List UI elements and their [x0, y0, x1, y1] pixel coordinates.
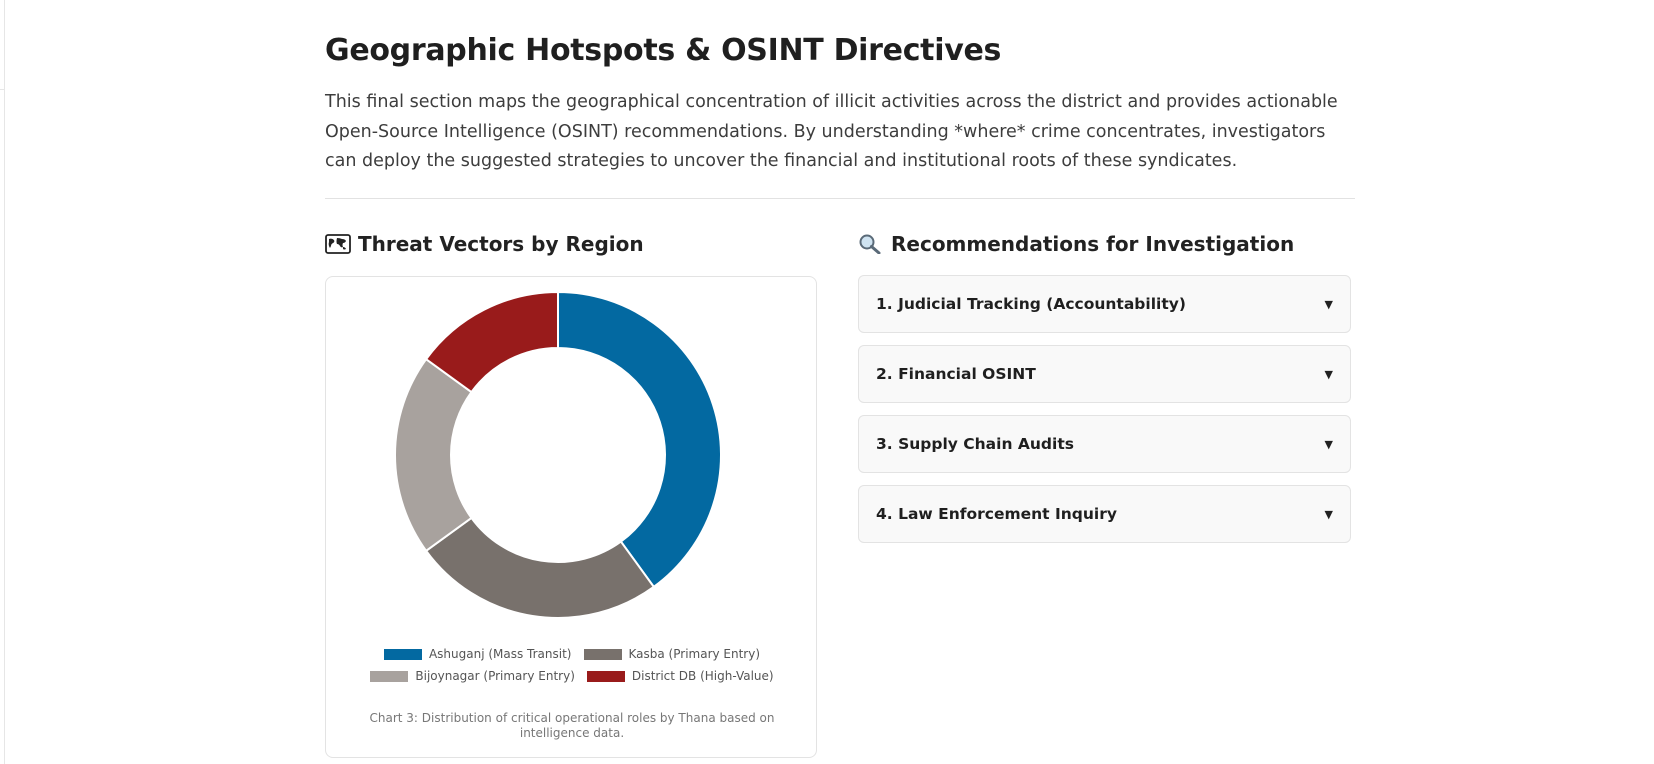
- legend-item[interactable]: [587, 669, 774, 683]
- legend-label: Kasba (Primary Entry): [628, 647, 761, 661]
- legend-swatch: [384, 649, 422, 660]
- recommendations-heading-text: Recommendations for Investigation: [891, 232, 1295, 256]
- legend-label: Ashuganj (Mass Transit): [428, 647, 572, 661]
- chart-section-heading-text: Threat Vectors by Region: [358, 232, 644, 256]
- legend-label: District DB (High-Value): [631, 669, 774, 683]
- legend-row: [326, 647, 818, 661]
- magnifier-icon: [858, 234, 884, 254]
- chart-legend: [326, 647, 818, 691]
- chart-card: [325, 276, 817, 758]
- donut-slice-1[interactable]: [426, 518, 654, 618]
- donut-slice-0[interactable]: [558, 292, 721, 587]
- donut-chart: [326, 277, 818, 637]
- legend-swatch: [587, 671, 625, 682]
- page-title: Geographic Hotspots & OSINT Directives: [325, 33, 1002, 68]
- chart-section-heading: [325, 232, 644, 256]
- legend-label: Bijoynagar (Primary Entry): [415, 669, 575, 683]
- accordion-label: 3. Supply Chain Audits: [876, 435, 1074, 453]
- accordion-item-judicial-tracking[interactable]: [858, 275, 1351, 333]
- accordion-label: 1. Judicial Tracking (Accountability): [876, 295, 1186, 313]
- accordion-label: 4. Law Enforcement Inquiry: [876, 505, 1117, 523]
- accordion-item-supply-chain-audits[interactable]: [858, 415, 1351, 473]
- left-border-tick: [0, 89, 4, 90]
- accordion-item-financial-osint[interactable]: [858, 345, 1351, 403]
- legend-item[interactable]: [384, 647, 572, 661]
- chevron-down-icon: ▼: [1324, 507, 1333, 521]
- chevron-down-icon: ▼: [1324, 437, 1333, 451]
- legend-item[interactable]: [370, 669, 575, 683]
- legend-swatch: [370, 671, 408, 682]
- accordion-item-law-enforcement-inquiry[interactable]: [858, 485, 1351, 543]
- legend-row: [326, 669, 818, 683]
- donut-slice-2[interactable]: [395, 359, 471, 551]
- section-divider: [325, 198, 1355, 199]
- intro-paragraph: This final section maps the geographical concentration of illicit activities across the district and provides actionable Open-Source Intelligence (OSINT) recommendations. By understanding *where* crime concentrates, investigators can deploy the suggested strategies to uncover the financial and institutional roots of these syndicates.: [325, 92, 1338, 171]
- chevron-down-icon: ▼: [1324, 367, 1333, 381]
- chart-caption: Chart 3: Distribution of critical operational roles by Thana based on intelligence data.: [369, 711, 775, 740]
- accordion-label: 2. Financial OSINT: [876, 365, 1036, 383]
- world-map-icon: [325, 234, 351, 254]
- legend-swatch: [584, 649, 622, 660]
- recommendations-accordion: [858, 275, 1351, 555]
- recommendations-heading: [858, 232, 1294, 256]
- chevron-down-icon: ▼: [1324, 297, 1333, 311]
- left-border: [4, 0, 5, 764]
- legend-item[interactable]: [584, 647, 761, 661]
